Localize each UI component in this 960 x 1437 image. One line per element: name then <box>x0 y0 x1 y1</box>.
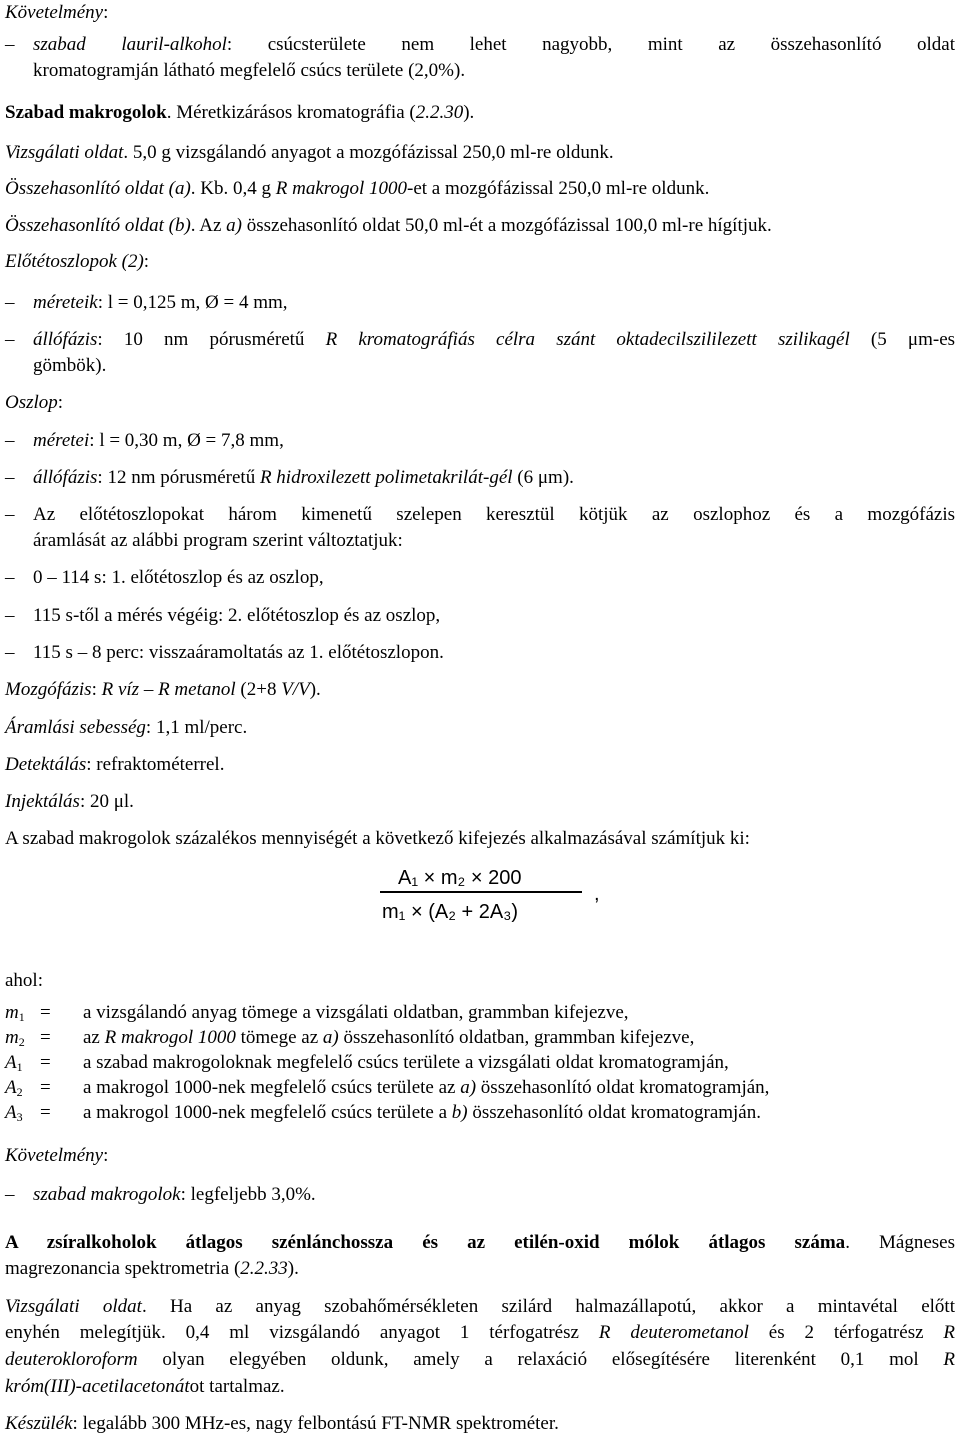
requirement-lauryl-line2 <box>33 58 955 84</box>
symbol-subscript: 1 <box>16 1060 23 1074</box>
text: 10 nm pórusméretű <box>123 329 326 350</box>
injection: Injektálás: 20 μl. <box>5 791 134 812</box>
ref-letter: a) <box>460 1077 477 1098</box>
symbol-subscript: 2 <box>16 1085 23 1099</box>
symbol-subscript: 1 <box>18 1010 25 1024</box>
ref-letter: a) <box>226 215 242 236</box>
text: legfeljebb 3,0%. <box>190 1184 316 1205</box>
text: a makrogol 1000-nek megfelelő csúcs területe az <box>83 1077 461 1098</box>
fatty-alcohols-heading: A zsíralkoholok átlagos szénlánchossza és az etilén-oxid mólok átlagos száma. Mágneses <box>5 1232 956 1253</box>
symbol-letter: m <box>5 1002 19 1023</box>
reagent: R <box>943 1322 956 1343</box>
label: Készülék <box>5 1413 73 1434</box>
definition-a3 <box>0 1100 960 1126</box>
reference-solution-b: Összehasonlító oldat (b). Az a) összehasonlító oldat 50,0 ml-ét a mozgófázissal 100,0 ml-re hígítjuk. <box>5 215 772 236</box>
requirement-lauryl: szabad lauril-alkohol: csúcsterülete nem lehet nagyobb, mint az összehasonlító oldat <box>33 34 955 55</box>
label: Mozgófázis <box>5 679 92 700</box>
label: Injektálás <box>5 791 80 812</box>
calculation-intro <box>5 826 955 852</box>
label: Detektálás <box>5 754 87 775</box>
symbol-subscript: 3 <box>16 1110 23 1124</box>
text: összehasonlító oldat 50,0 ml-ét a mozgófázissal 100,0 ml-re hígítjuk. <box>241 215 772 236</box>
ref: 2.2.30 <box>415 102 464 123</box>
text: gömbök). <box>33 355 107 376</box>
text: l = 0,125 m, Ø = 4 mm, <box>107 292 288 313</box>
label: Összehasonlító oldat (a) <box>5 178 191 199</box>
column-stationary-phase: állófázis: 12 nm pórusméretű R hidroxilezett polimetakrilát-gél (6 μm). <box>33 467 574 488</box>
symbol-letter: A <box>5 1077 17 1098</box>
equals: = <box>40 1077 51 1098</box>
label: Oszlop <box>5 392 58 413</box>
text: csúcsterülete nem lehet nagyobb, mint az összehasonlító oldat <box>267 34 955 55</box>
flow-rate: Áramlási sebesség: 1,1 ml/perc. <box>5 717 248 738</box>
dash-marker: – <box>5 292 15 313</box>
symbol-letter: A <box>5 1052 17 1073</box>
definition-text <box>83 1100 761 1126</box>
equals: = <box>40 1027 51 1048</box>
text: 12 nm pórusméretű <box>107 467 260 488</box>
dash-marker: – <box>5 467 15 488</box>
symbol <box>5 1050 23 1076</box>
dash-marker: – <box>5 567 15 588</box>
text: a makrogol 1000-nek megfelelő csúcs területe a <box>83 1102 452 1123</box>
equals: = <box>40 1102 51 1123</box>
text: tömege az <box>235 1027 323 1048</box>
column-heading: Oszlop: <box>5 392 64 413</box>
text: ahol: <box>5 970 43 991</box>
dash-marker: – <box>5 34 15 55</box>
symbol <box>5 1100 23 1126</box>
apparatus: Készülék: legalább 300 MHz-es, nagy felbontású FT-NMR spektrométer. <box>5 1413 559 1434</box>
requirement-heading-1: Követelmény: <box>5 2 109 23</box>
dash-marker: – <box>5 504 15 525</box>
method: Méretkizárásos kromatográfia <box>176 102 405 123</box>
symbol-subscript: 2 <box>18 1035 25 1049</box>
column-size: méretei: l = 0,30 m, Ø = 7,8 mm, <box>33 430 284 451</box>
text: (6 μm). <box>512 467 574 488</box>
label: Vizsgálati oldat <box>5 142 124 163</box>
reagent: R metanol <box>158 679 236 700</box>
text: Ha az anyag szobahőmérsékleten szilárd halmazállapotú, akkor a mintavétal előtt <box>169 1296 955 1317</box>
label: Összehasonlító oldat (b) <box>5 215 191 236</box>
ref-letter: b) <box>451 1102 468 1123</box>
reagent: R kromatográfiás célra szánt oktadecilszililezett szilikagél <box>325 329 850 350</box>
dash-marker: – <box>5 329 15 350</box>
text: ). <box>287 1258 299 1279</box>
text: összehasonlító oldat kromatogramján, <box>476 1077 770 1098</box>
dash-marker: – <box>5 1184 15 1205</box>
requirement-label: Követelmény <box>5 1145 104 1166</box>
text: A szabad makrogolok százalékos mennyiségét a következő kifejezés alkalmazásával számítjuk ki: <box>5 828 750 849</box>
reagent: R deuterometanol <box>598 1322 749 1343</box>
precolumns-size: méreteik: l = 0,125 m, Ø = 4 mm, <box>33 292 288 313</box>
term: szabad makrogolok <box>33 1184 181 1205</box>
text: 1,1 ml/perc. <box>155 717 248 738</box>
program-step-1 <box>33 565 955 591</box>
text: ). <box>309 679 321 700</box>
definition-text: a vizsgálandó anyag tömege a vizsgálati oldatban, grammban kifejezve, <box>83 1002 629 1023</box>
formula-comma: , <box>594 883 600 905</box>
text: ot tartalmaz. <box>189 1376 285 1397</box>
label: méreteik <box>33 292 98 313</box>
formula-denominator: m₁ × (A₂ + 2A₃) <box>382 901 519 923</box>
nmr-test-solution: Vizsgálati oldat. Ha az anyag szobahőmérsékleten szilárd halmazállapotú, akkor a mintavétal előtt <box>5 1296 955 1317</box>
reagent: deuterokloroform <box>5 1349 138 1370</box>
nmr-test-solution-line4 <box>5 1374 955 1400</box>
definition-a2 <box>0 1075 960 1101</box>
requirement-heading-2: Követelmény: <box>5 1145 109 1166</box>
nmr-test-solution-line3 <box>5 1347 955 1373</box>
definition-text <box>83 1075 769 1101</box>
text: enyhén melegítjük. 0,4 ml vizsgálandó anyagot 1 térfogatrész <box>5 1322 599 1343</box>
section-title: Szabad makrogolok <box>5 102 167 123</box>
text: (2+8 <box>235 679 282 700</box>
symbol-letter: A <box>5 1102 17 1123</box>
requirement-macrogols: szabad makrogolok: legfeljebb 3,0%. <box>33 1184 316 1205</box>
symbol-letter: m <box>5 1027 19 1048</box>
reagent: R makrogol 1000 <box>275 178 407 199</box>
free-macrogols-heading: Szabad makrogolok. Méretkizárásos kromatográfia (2.2.30). <box>5 102 475 123</box>
label: állófázis <box>33 467 98 488</box>
ref: 2.2.33 <box>240 1258 288 1279</box>
section-title: A zsíralkoholok átlagos szénlánchossza és az etilén-oxid mólok átlagos száma <box>5 1232 846 1253</box>
text: refraktométerrel. <box>96 754 225 775</box>
text: Az előtétoszlopokat három kimenetű szelepen keresztül kötjük az oszlophoz és a mozgófázis <box>33 504 955 525</box>
text: – <box>139 679 159 700</box>
fatty-alcohols-heading-line2 <box>5 1256 955 1282</box>
symbol <box>5 1075 23 1101</box>
text: Mágneses <box>879 1232 956 1253</box>
program-step-2 <box>33 603 955 629</box>
reagent: R makrogol 1000 <box>104 1027 236 1048</box>
text: -et a mozgófázissal 250,0 ml-re oldunk. <box>407 178 710 199</box>
ref-letter: a) <box>322 1027 339 1048</box>
precolumns-stationary-phase-line2 <box>33 353 955 379</box>
text: és 2 térfogatrész <box>748 1322 944 1343</box>
dash-marker: – <box>5 605 15 626</box>
text: 0 – 114 s: 1. előtétoszlop és az oszlop, <box>33 567 324 588</box>
label: Áramlási sebesség <box>5 717 146 738</box>
label: állófázis <box>33 329 98 350</box>
definition-m1 <box>0 1000 960 1026</box>
definition-a1 <box>0 1050 960 1076</box>
text: kromatogramján látható megfelelő csúcs területe (2,0%). <box>33 60 466 81</box>
text: összehasonlító oldat kromatogramján. <box>467 1102 761 1123</box>
text: 115 s-től a mérés végéig: 2. előtétoszlop és az oszlop, <box>33 605 441 626</box>
symbol <box>5 1000 25 1026</box>
text: (5 μm-es <box>870 329 956 350</box>
equals: = <box>40 1052 51 1073</box>
valve-description-line2 <box>33 528 955 554</box>
text: Az <box>199 215 227 236</box>
precolumns-heading: Előtétoszlopok (2): <box>5 251 150 272</box>
text: olyan elegyében oldunk, amely a relaxáció elősegítésére literenként 0,1 mol <box>137 1349 944 1370</box>
where-label <box>5 968 955 994</box>
definition-text <box>83 1025 694 1051</box>
reagent: króm(III)-acetilacetonát <box>5 1376 190 1397</box>
text: 115 s – 8 perc: visszaáramoltatás az 1. előtétoszlopon. <box>33 642 444 663</box>
program-step-3 <box>33 640 955 666</box>
nmr-test-solution-line2 <box>5 1320 955 1346</box>
label: Előtétoszlopok (2) <box>5 251 144 272</box>
definition-text: a szabad makrogoloknak megfelelő csúcs területe a vizsgálati oldat kromatogramján, <box>83 1052 729 1073</box>
dash-marker: – <box>5 430 15 451</box>
dash-marker: – <box>5 642 15 663</box>
term: szabad lauril-alkohol <box>33 34 227 55</box>
requirement-label: Követelmény <box>5 2 104 23</box>
text: Kb. 0,4 g <box>200 178 276 199</box>
formula-graphic <box>376 860 616 930</box>
text: 5,0 g vizsgálandó anyagot a mozgófázissal 250,0 ml-re oldunk. <box>132 142 614 163</box>
reagent: R hidroxilezett polimetakrilát-gél <box>259 467 513 488</box>
text: az <box>83 1027 105 1048</box>
text: összehasonlító oldatban, grammban kifejezve, <box>338 1027 695 1048</box>
valve-description <box>33 502 955 528</box>
reference-solution-a: Összehasonlító oldat (a). Kb. 0,4 g R makrogol 1000-et a mozgófázissal 250,0 ml-re oldunk. <box>5 178 710 199</box>
text: magrezonancia spektrometria ( <box>5 1258 241 1279</box>
text: legalább 300 MHz-es, nagy felbontású FT-NMR spektrométer. <box>82 1413 559 1434</box>
reagent: R <box>943 1349 955 1370</box>
test-solution: Vizsgálati oldat. 5,0 g vizsgálandó anyagot a mozgófázissal 250,0 ml-re oldunk. <box>5 142 614 163</box>
text: áramlását az alábbi program szerint változtatjuk: <box>33 530 403 551</box>
reagent: R víz <box>101 679 140 700</box>
mobile-phase: Mozgófázis: R víz – R metanol (2+8 V/V). <box>5 679 321 700</box>
unit: V/V <box>281 679 310 700</box>
formula <box>376 860 616 930</box>
label: Vizsgálati oldat <box>5 1296 142 1317</box>
definition-m2 <box>0 1025 960 1051</box>
text: l = 0,30 m, Ø = 7,8 mm, <box>99 430 284 451</box>
text: 20 μl. <box>89 791 134 812</box>
detection: Detektálás: refraktométerrel. <box>5 754 225 775</box>
label: méretei <box>33 430 90 451</box>
precolumns-stationary-phase: állófázis: 10 nm pórusméretű R kromatográfiás célra szánt oktadecilszililezett szilikagél (5 μm-es <box>33 329 956 350</box>
equals: = <box>40 1002 51 1023</box>
formula-numerator: A₁ × m₂ × 200 <box>398 867 522 889</box>
symbol <box>5 1025 25 1051</box>
